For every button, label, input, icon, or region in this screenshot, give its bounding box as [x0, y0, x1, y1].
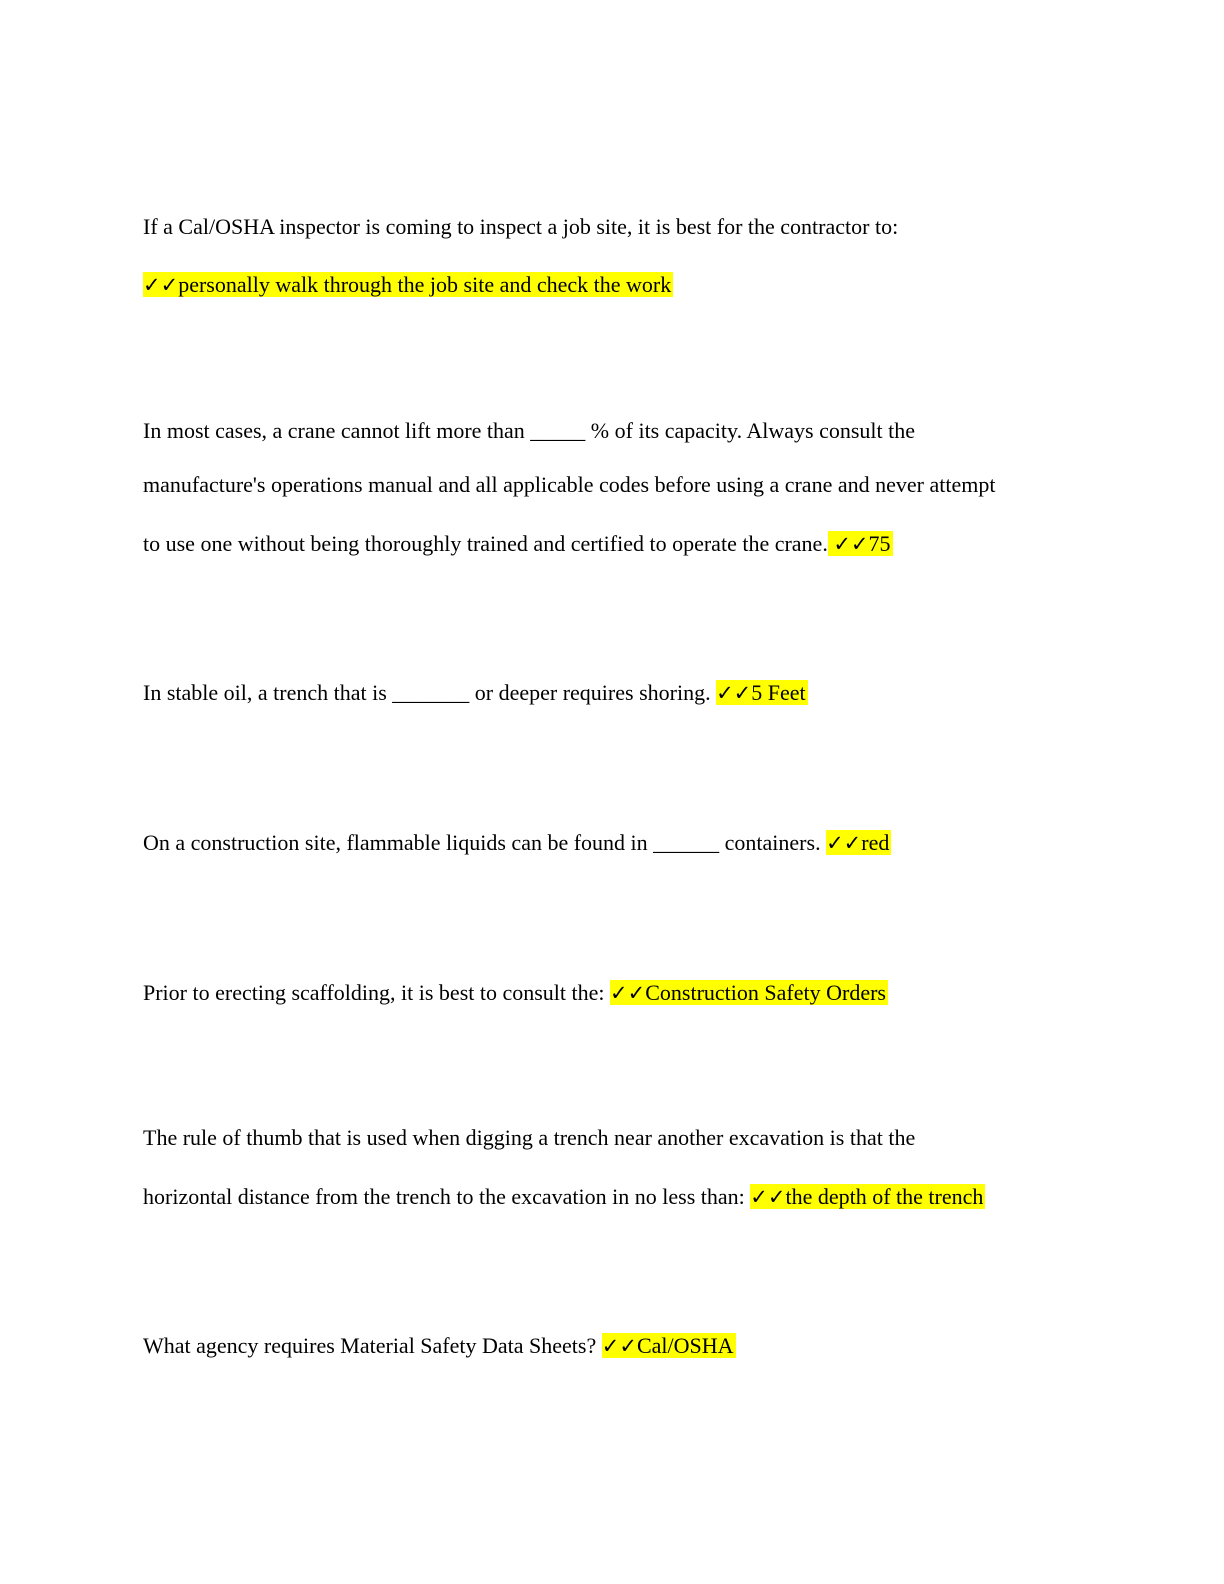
question-5 [143, 978, 888, 1008]
answer-3-highlight [716, 680, 808, 705]
question-7-text: What agency requires Material Safety Data Sheets? [143, 1333, 597, 1358]
question-4 [143, 828, 891, 858]
answer-6-text: the depth of the trench [785, 1184, 984, 1209]
question-2-line-3-text: to use one without being thoroughly trained and certified to operate the crane. [143, 531, 828, 556]
answer-2-text: 75 [868, 531, 891, 556]
answer-7-highlight [602, 1333, 736, 1358]
question-7 [143, 1331, 736, 1361]
answer-2-highlight [828, 531, 893, 556]
answer-4-text: red [861, 830, 890, 855]
question-4-text: On a construction site, flammable liquids can be found in ______ containers. [143, 830, 821, 855]
answer-1 [143, 270, 673, 300]
question-3-text: In stable oil, a trench that is _______ or deeper requires shoring. [143, 680, 711, 705]
double-check-icon: ✓✓ [716, 681, 752, 705]
double-check-icon: ✓✓ [610, 981, 646, 1005]
answer-4-highlight [826, 830, 891, 855]
answer-5-highlight [610, 980, 888, 1005]
double-check-icon: ✓✓ [601, 1334, 637, 1358]
answer-1-text: personally walk through the job site and check the work [178, 272, 672, 297]
question-1-text: If a Cal/OSHA inspector is coming to inspect a job site, it is best for the contractor to: [143, 214, 899, 239]
question-2-line-1: In most cases, a crane cannot lift more than _____ % of its capacity. Always consult the [143, 418, 916, 443]
question-6-line-1: The rule of thumb that is used when digging a trench near another excavation is that the [143, 1125, 916, 1150]
answer-3-text: 5 Feet [751, 680, 806, 705]
question-5-text: Prior to erecting scaffolding, it is best to consult the: [143, 980, 605, 1005]
answer-1-highlight [143, 272, 673, 297]
question-2-line-2: manufacture's operations manual and all applicable codes before using a crane and never attempt [143, 472, 996, 497]
question-3 [143, 678, 808, 708]
question-6-line-2 [143, 1182, 985, 1212]
question-2-line-3 [143, 529, 893, 559]
double-check-icon: ✓✓ [750, 1185, 786, 1209]
answer-7-text: Cal/OSHA [636, 1333, 734, 1358]
answer-6-highlight [750, 1184, 985, 1209]
answer-5-text: Construction Safety Orders [645, 980, 886, 1005]
double-check-icon: ✓✓ [833, 532, 869, 556]
double-check-icon: ✓✓ [143, 273, 179, 297]
question-6-line-2-text: horizontal distance from the trench to the excavation in no less than: [143, 1184, 745, 1209]
double-check-icon: ✓✓ [826, 831, 862, 855]
